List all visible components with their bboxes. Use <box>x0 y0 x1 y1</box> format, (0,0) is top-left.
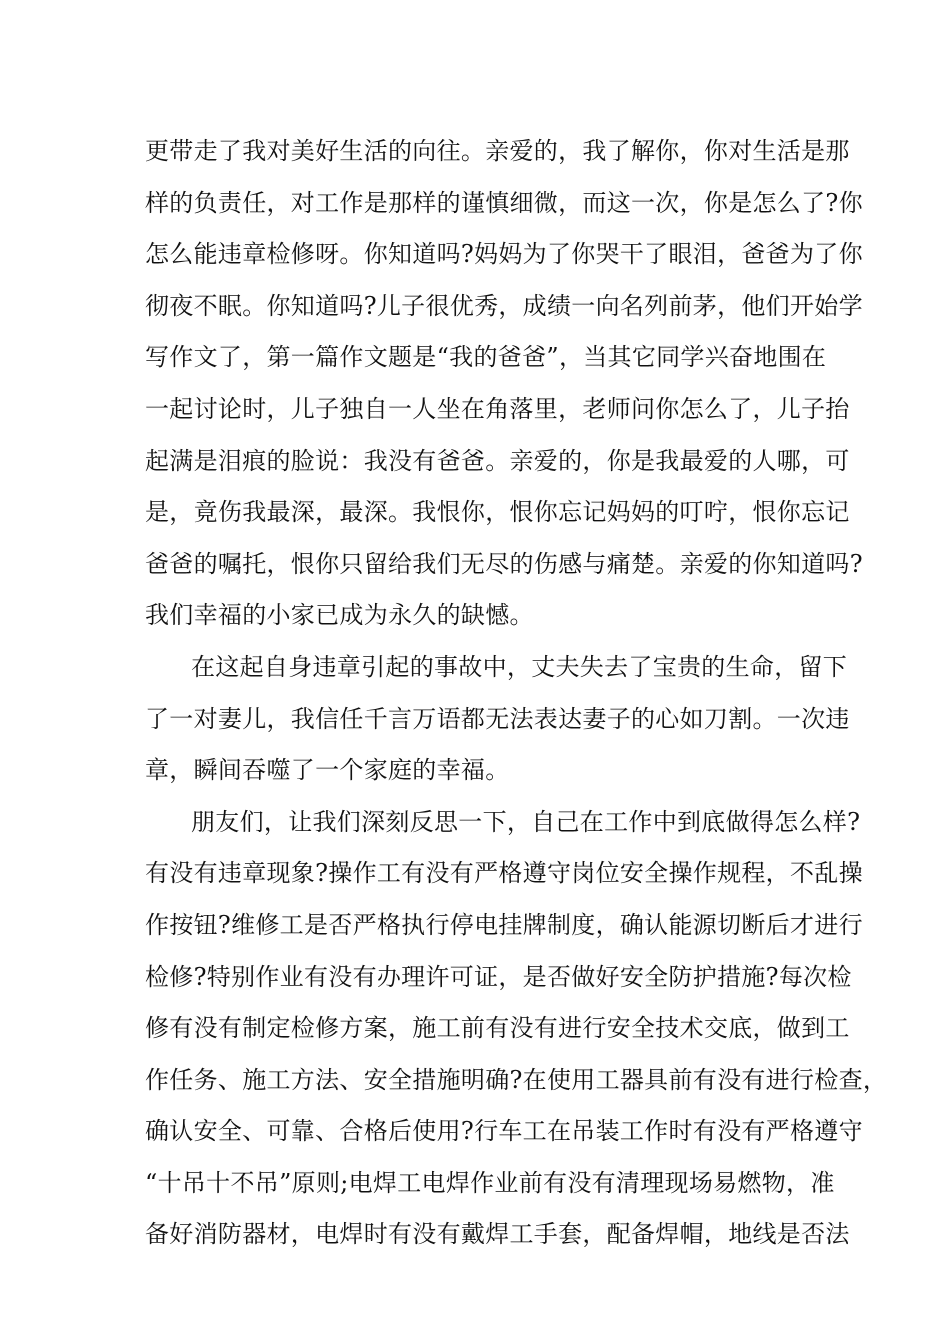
paragraph-first-line: 在这起自身违章引起的事故中，丈夫失去了宝贵的生命，留下 <box>191 652 848 681</box>
text-line: 作按钮?维修工是否严格执行停电挂牌制度，确认能源切断后才进行 <box>145 910 863 939</box>
paragraph-first-line: 朋友们，让我们深刻反思一下，自己在工作中到底做得怎么样? <box>191 807 861 836</box>
text-line: 有没有违章现象?操作工有没有严格遵守岗位安全操作规程，不乱操 <box>145 859 863 888</box>
text-line: 是，竟伤我最深，最深。我恨你，恨你忘记妈妈的叮咛，恨你忘记 <box>145 498 850 527</box>
text-line: 一起讨论时，儿子独自一人坐在角落里，老师问你怎么了，儿子抬 <box>145 394 850 423</box>
text-line: 确认安全、可靠、合格后使用?行车工在吊装工作时有没有严格遵守 <box>145 1117 863 1146</box>
text-line: 样的负责任，对工作是那样的谨慎细微，而这一次，你是怎么了?你 <box>145 188 863 217</box>
text-line: 更带走了我对美好生活的向往。亲爱的，我了解你，你对生活是那 <box>145 137 850 165</box>
text-line: 备好消防器材，电焊时有没有戴焊工手套，配备焊帽，地线是否法 <box>145 1220 850 1249</box>
text-line: “十吊十不吊”原则;电焊工电焊作业前有没有清理现场易燃物，准 <box>145 1168 835 1197</box>
text-line: 爸爸的嘱托，恨你只留给我们无尽的伤感与痛楚。亲爱的你知道吗? <box>145 549 863 578</box>
text-line: 检修?特别作业有没有办理许可证，是否做好安全防护措施?每次检 <box>145 962 852 991</box>
text-line: 写作文了，第一篇作文题是“我的爸爸”，当其它同学兴奋地围在 <box>145 343 827 372</box>
text-line: 怎么能违章检修呀。你知道吗?妈妈为了你哭干了眼泪，爸爸为了你 <box>145 240 863 269</box>
text-line: 彻夜不眠。你知道吗?儿子很优秀，成绩一向名列前茅，他们开始学 <box>145 291 863 320</box>
text-line: 作任务、施工方法、安全措施明确?在使用工器具前有没有进行检查， <box>145 1065 888 1094</box>
body-text <box>145 126 888 1261</box>
text-line: 我们幸福的小家已成为永久的缺憾。 <box>145 601 534 630</box>
text-line: 了一对妻儿，我信任千言万语都无法表达妻子的心如刀割。一次违 <box>145 704 850 733</box>
text-line: 起满是泪痕的脸说：我没有爸爸。亲爱的，你是我最爱的人哪，可 <box>145 446 850 475</box>
text-line: 修有没有制定检修方案，施工前有没有进行安全技术交底，做到工 <box>145 1014 850 1043</box>
text-line: 章，瞬间吞噬了一个家庭的幸福。 <box>145 756 510 785</box>
